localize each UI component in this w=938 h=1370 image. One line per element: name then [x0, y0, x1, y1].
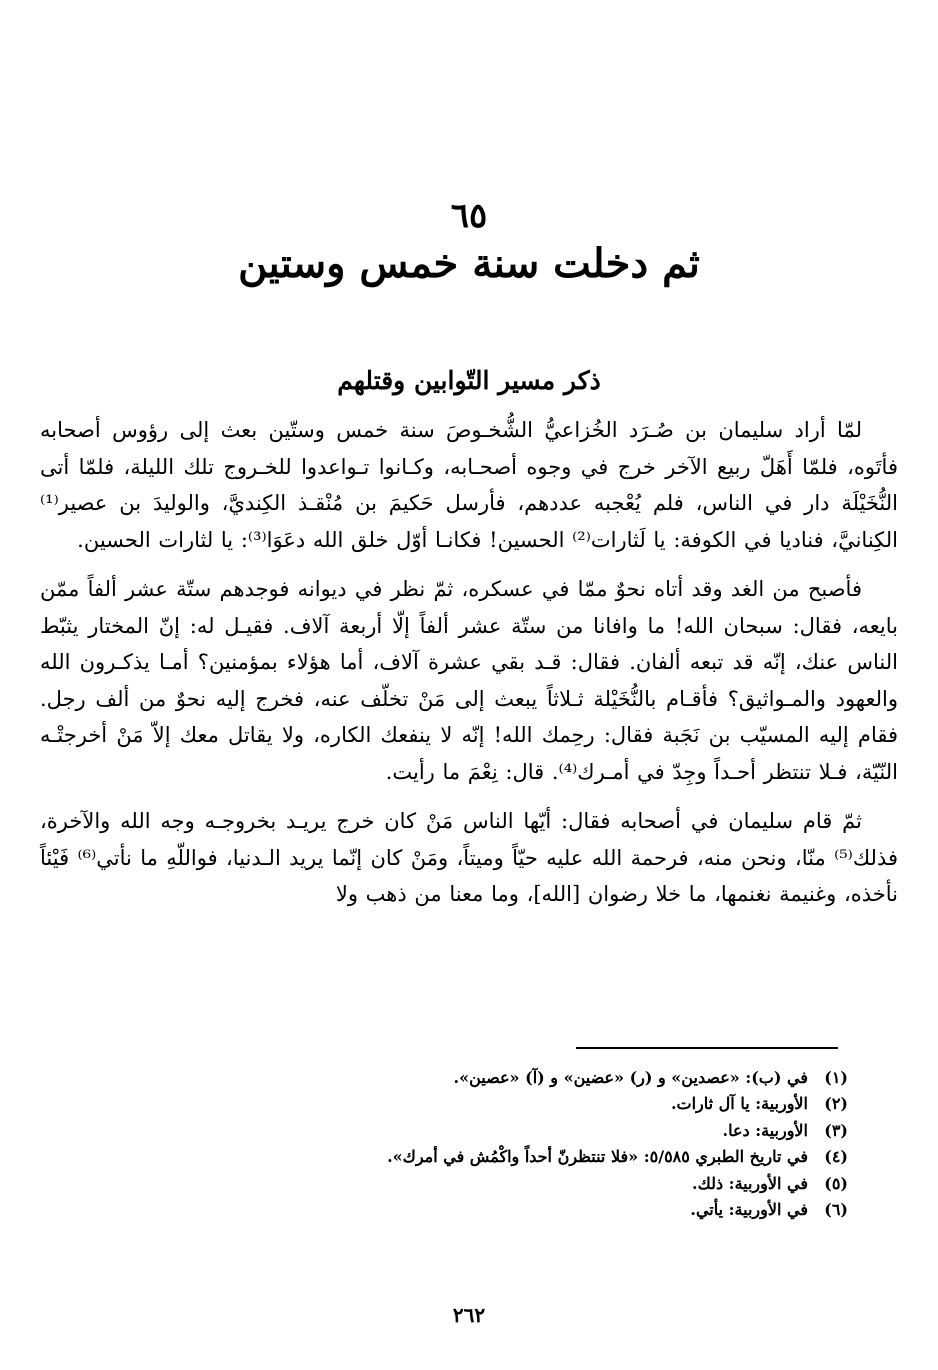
- footnote: [288, 1065, 848, 1091]
- footnote-number: (٦): [824, 1200, 848, 1220]
- footnote-text: الأوربية: يا آل ثارات.: [670, 1094, 808, 1114]
- footnote: [288, 1197, 848, 1223]
- footnotes: [288, 1065, 848, 1223]
- footnote: [288, 1144, 848, 1170]
- footnote-number: (٥): [824, 1173, 848, 1193]
- chapter-number: ٦٥: [450, 196, 488, 236]
- footnote-text: في تاريخ الطبري ٥/٥٨٥: «فلا تنتظرنّ أحداً واكْمُش في أمرك».: [387, 1147, 808, 1167]
- footnote-number: (٤): [824, 1147, 848, 1167]
- footnote-number: (٣): [824, 1120, 848, 1140]
- page-number: ٢٦٢: [452, 1303, 486, 1327]
- footnote: [288, 1091, 848, 1117]
- paragraph: فأصبح من الغد وقد أتاه نحوٌ ممّا في عسكره، ثمّ نظر في ديوانه فوجدهم ستّة عشر ألفاً ممّن بايعه، فقال: سبحان الله! ما وافانا من ستّة عشر ألفاً إلّا أربعة آلاف. فقيـل له: إنّ المختار يثبّط الناس عنك، إنّه قد تبعه ألفان. فقال: قـد بقي عشرة آلاف، أما هؤلاء بمؤمنين؟ أمـا يذكـرون الله والعهود والمـواثيق؟ فأقـام بالنُّخَيْلة ثـلاثاً يبعث إلى مَنْ تخلّف عنه، فخرج إليه نحوٌ من ألف رجل. فقام إليه المسيّب بن نَجَبة فقال: رحِمك الله! إنّه لا ينفعك الكاره، ولا يقاتل معك إلاّ مَنْ أخرجتْـه النّيّة، فـلا تنتظر أحـداً وجِدّ في أمـرك⁽⁴⁾. قال: نِعْمَ ما رأيت.: [40, 577, 898, 784]
- footnote: [288, 1118, 848, 1144]
- footnote-text: في الأوربية: يأتي.: [690, 1200, 808, 1220]
- paragraph: لمّا أراد سليمان بن صُـرَد الخُزاعيُّ الشُّخـوصَ سنة خمس وستّين بعث إلى رؤوس أصحابه فأتَوه، فلمّا أَهَلّ ربيع الآخر خرج في وجوه أصحـابه، وكـانوا تـواعدوا للخـروج تلك الليلة، فلمّا أتى النُّخَيْلَة دار في الناس، فلم يُعْجبه عددهم، فأرسل حَكيمَ بن مُنْقـذ الكِنديَّ، والوليدَ بن عصير⁽¹⁾ الكِنانيَّ، فناديا في الكوفة: يا لَثارات⁽²⁾ الحسين! فكانـا أوّل خلق الله دعَوَا⁽³⁾: يا لثارات الحسين.: [40, 418, 898, 552]
- chapter-title: ثم دخلت سنة خمس وستين: [238, 240, 700, 287]
- footnote-number: (٢): [824, 1094, 848, 1114]
- footnote-text: الأوربية: دعا.: [722, 1120, 808, 1140]
- body-text: [40, 412, 898, 926]
- footnote-number: (١): [824, 1068, 848, 1087]
- paragraph: ثمّ قام سليمان في أصحابه فقال: أيّها الناس مَنْ كان خرج يريـد بخروجـه وجه الله والآخرة، فذلك⁽⁵⁾ منّا، ونحن منه، فرحمة الله عليه حيّاً وميتاً، ومَنْ كان إنّما يريد الـدنيا، فواللّهِ ما نأتي⁽⁶⁾ فَيْئاً نأخذه، وغنيمة نغنمها، ما خلا رضوان [الله]، وما معنا من ذهب ولا: [40, 809, 898, 906]
- footnote-text: في (ب): «عصدين» و (ر) «عضين» و (آ) «عصين».: [453, 1068, 808, 1087]
- footnote: [288, 1171, 848, 1197]
- footnote-divider: [576, 1047, 838, 1049]
- section-heading: ذكر مسير التّوابين وقتلهم: [337, 366, 601, 395]
- footnote-text: في الأوربية: ذلك.: [692, 1173, 808, 1193]
